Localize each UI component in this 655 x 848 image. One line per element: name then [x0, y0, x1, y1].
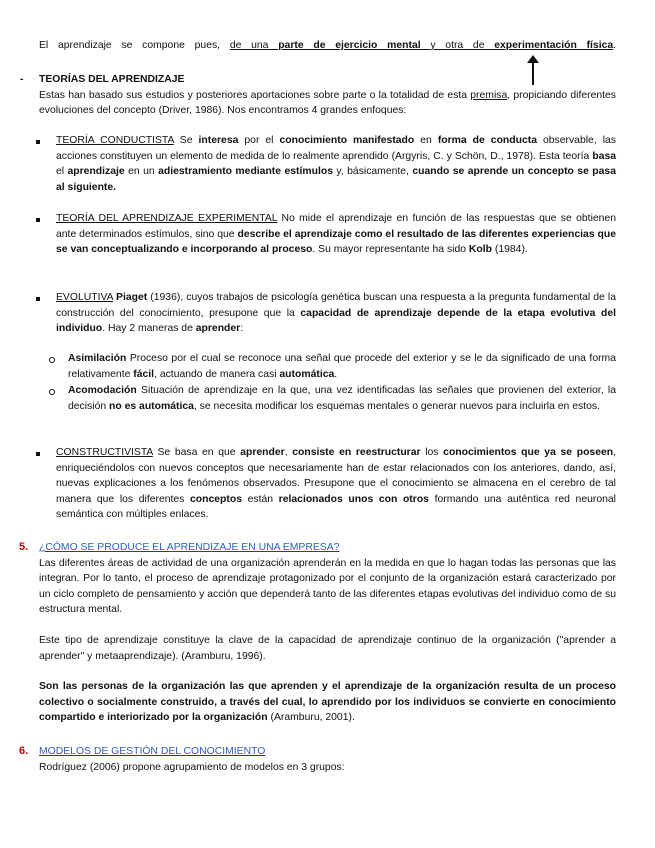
section-5-title: ¿CÓMO SE PRODUCE EL APRENDIZAJE EN UNA EMPRESA?: [39, 542, 340, 553]
intro-text-4: y otra de: [430, 40, 485, 51]
teorias-block: [39, 72, 616, 119]
acomodacion-item: Acomodación Situación de aprendizaje en la que, una vez identificadas las señales que provienen del exterior, la decisión no es automática, se necesita modificar los esquemas mentales o generar nuevos para incluirla en estos.: [68, 385, 616, 412]
teorias-heading: TEORÍAS DEL APRENDIZAJE: [39, 74, 185, 85]
evolutiva-item: EVOLUTIVA Piaget (1936), cuyos trabajos de psicología genética buscan una respuesta a la pregunta fundamental de la construcción del conocimiento, presupone que la capacidad de aprendizaje depende de la etapa evolutiva del individuo. Hay 2 maneras de aprender:: [56, 292, 616, 335]
intro-text-5: experimentación física: [494, 40, 614, 51]
asimilacion-term: Asimilación: [68, 353, 127, 364]
experimental-item: TEORÍA DEL APRENDIZAJE EXPERIMENTAL No mide el aprendizaje en función de las respuestas que se obtienen ante determinados estímulos, sino que describe el aprendizaje como el resultado de las diferentes experiencias que se van conceptualizando e incorporando al proceso. Su mayor representante ha sido Kolb (1984).: [56, 213, 616, 256]
evolutiva-title: EVOLUTIVA: [56, 292, 113, 303]
list-dash: -: [20, 74, 24, 85]
section-6-paragraph: Rodríguez (2006) propone agrupamiento de modelos en 3 grupos:: [39, 761, 345, 773]
premisa-text: premisa: [470, 89, 508, 101]
experimental-title: TEORÍA DEL APRENDIZAJE EXPERIMENTAL: [56, 213, 278, 224]
section-5-paragraph-1: Las diferentes áreas de actividad de una organización aprenderán en la medida en que lo hagan todas las personas que las integran. Por lo tanto, el proceso de aprendizaje protagonizado por el conjunto de la organización estará caracterizado por un ciclo completo de pensamiento y acción que dependerá tanto de las diferentes etapas evolutivas del individuo como de su estructura mental.: [39, 557, 616, 616]
constructivista-item: CONSTRUCTIVISTA Se basa en que aprender, consiste en reestructurar los conocimientos que ya se poseen, enriqueciéndolos con nuevos conceptos que necesariamente han de estar relacionados con los anteriores, dando, así, nuevas explicaciones a los fenómenos observados. Presupone que el conocimiento se almacena en el cerebro de tal manera que los diferentes conceptos están relacionados unos con otros formando una auténtica red neuronal semántica con múltiples enlaces.: [56, 447, 616, 521]
section-5-paragraph-2: Este tipo de aprendizaje constituye la clave de la capacidad de aprendizaje continuo de la organización ("aprender a aprender" y metaaprendizaje). (Aramburu, 1996).: [39, 634, 616, 662]
intro-paragraph: [39, 38, 616, 54]
bullet-square-icon: [36, 218, 40, 222]
asimilacion-item: Asimilación Proceso por el cual se reconoce una señal que procede del exterior y se le da significado de una forma relativamente fácil, actuando de manera casi automática.: [68, 353, 616, 380]
bullet-square-icon: [36, 297, 40, 301]
conductista-title: TEORÍA CONDUCTISTA: [56, 135, 174, 146]
bullet-circle-icon: [49, 389, 55, 395]
acomodacion-term: Acomodación: [68, 385, 137, 396]
intro-text-6: .: [613, 40, 617, 51]
constructivista-title: CONSTRUCTIVISTA: [56, 447, 153, 458]
section-6-title: MODELOS DE GESTIÓN DEL CONOCIMIENTO: [39, 746, 266, 757]
section-5-number: 5.: [19, 541, 29, 553]
intro-text-1: El aprendizaje se compone pues,: [39, 40, 221, 51]
arrow-up-icon: [527, 55, 539, 63]
conductista-item: TEORÍA CONDUCTISTA Se interesa por el conocimiento manifestado en forma de conducta observable, las acciones constituyen un elemento de medida de lo realmente aprendido (Argyris, C. y Schön, D., 1978). Esta teoría basa el aprendizaje en un adiestramiento mediante estímulos y, básicamente, cuando se aprende un concepto se pasa al siguiente.: [56, 135, 617, 193]
intro-text-2: de una: [229, 40, 269, 51]
section-5: [39, 540, 616, 726]
teorias-paragraph: Estas han basado sus estudios y posteriores aportaciones sobre parte o la totalidad de esta premisa, propiciando diferentes evoluciones del concepto (Driver, 1986). Nos encontramos 4 grandes enfoques:: [39, 89, 616, 117]
bullet-circle-icon: [49, 357, 55, 363]
intro-text-3: parte de ejercicio mental: [278, 40, 421, 51]
bullet-square-icon: [36, 452, 40, 456]
section-5-paragraph-3: Son las personas de la organización las que aprenden y el aprendizaje de la organización resulta de un proceso colectivo o socialmente construido, a través del cual, lo aprendido por los individuos se convierte en conocimiento compartido e interiorizado por la organización (Aramburu, 2001).: [39, 681, 616, 724]
section-6: [39, 744, 616, 775]
intro-underlined: [230, 40, 613, 51]
bullet-square-icon: [36, 140, 40, 144]
section-6-number: 6.: [19, 745, 29, 757]
